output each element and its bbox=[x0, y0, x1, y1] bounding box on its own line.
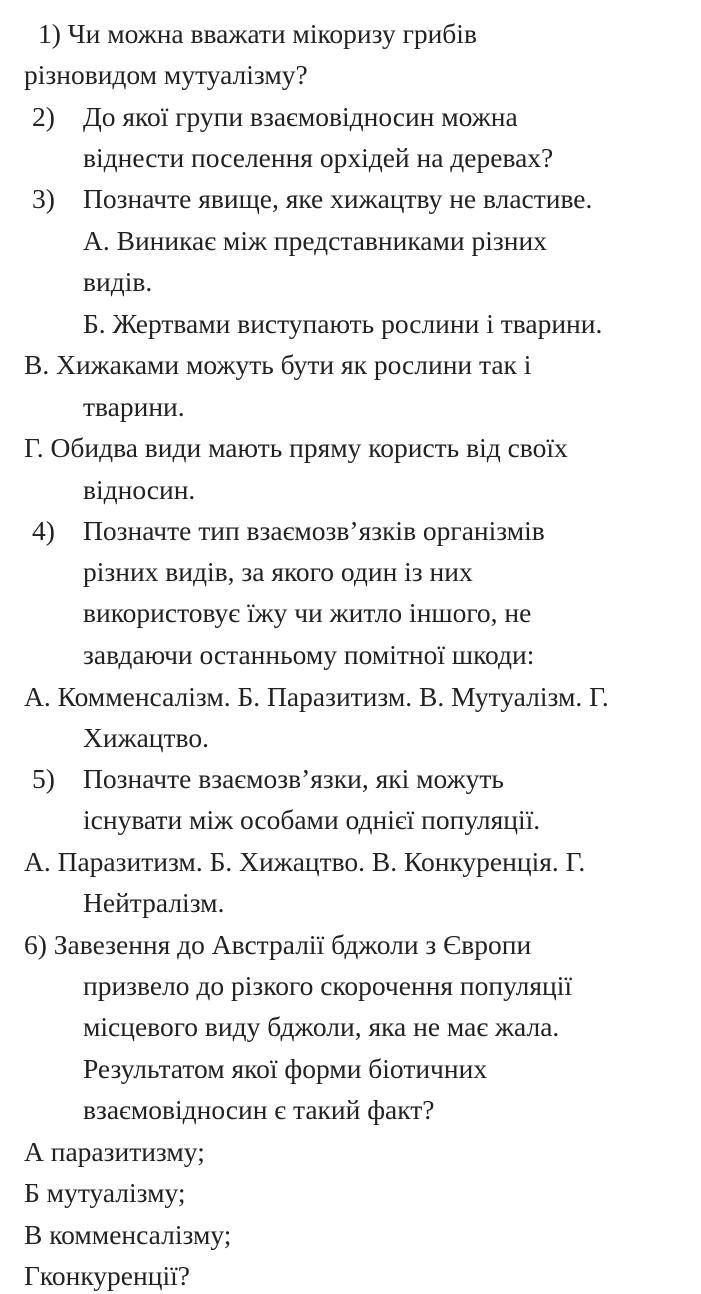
q3-option-v-line-1: В. Хижаками можуть бути як рослини так і bbox=[24, 349, 532, 380]
q6-option-v: В комменсалізму; bbox=[24, 1219, 232, 1250]
q1-line-2: різновидом мутуалізму? bbox=[24, 59, 308, 90]
q4-options-line-2: Хижацтво. bbox=[83, 722, 209, 753]
q6-line-2: призвело до різкого скорочення популяції bbox=[83, 970, 573, 1001]
q4-line-4: завдаючи останньому помітної шкоди: bbox=[83, 639, 535, 670]
q2-line-1: До якої групи взаємовідносин можна bbox=[83, 101, 518, 132]
q3-option-a-line-2: видів. bbox=[83, 266, 153, 297]
q3-option-g-line-1: Г. Обидва види мають пряму користь від своїх bbox=[24, 432, 568, 463]
q4-line-1: Позначте тип взаємозв’язків організмів bbox=[83, 515, 545, 546]
q5-number: 5) bbox=[32, 763, 55, 794]
q3-option-v-line-2: тварини. bbox=[83, 391, 185, 422]
q5-options-line-2: Нейтралізм. bbox=[83, 887, 225, 918]
q6-option-b: Б мутуалізму; bbox=[24, 1177, 186, 1208]
q4-line-2: різних видів, за якого один із них bbox=[83, 556, 473, 587]
q6-line-4: Результатом якої форми біотичних bbox=[83, 1053, 488, 1084]
q6-line-3: місцевого виду бджоли, яка не має жала. bbox=[83, 1011, 560, 1042]
q4-line-3: використовує їжу чи житло іншого, не bbox=[83, 597, 532, 628]
q6-line-1: 6) Завезення до Австралії бджоли з Європи bbox=[24, 929, 532, 960]
q1-line-1: 1) Чи можна вважати мікоризу грибів bbox=[38, 18, 477, 49]
q6-line-5: взаємовідносин є такий факт? bbox=[83, 1094, 435, 1125]
q3-number: 3) bbox=[32, 183, 55, 214]
q6-option-a: А паразитизму; bbox=[24, 1136, 205, 1167]
q2-line-2: віднести поселення орхідей на деревах? bbox=[83, 142, 554, 173]
q3-option-a-line-1: А. Виникає між представниками різних bbox=[83, 225, 547, 256]
q5-line-2: існувати між особами однієї популяції. bbox=[83, 804, 541, 835]
q3-option-b: Б. Жертвами виступають рослини і тварини. bbox=[83, 308, 603, 339]
q2-number: 2) bbox=[32, 101, 55, 132]
q4-number: 4) bbox=[32, 515, 55, 546]
q5-line-1: Позначте взаємозв’язки, які можуть bbox=[83, 763, 504, 794]
q3-line-1: Позначте явище, яке хижацтву не властиве. bbox=[83, 183, 593, 214]
q4-options-line-1: А. Комменсалізм. Б. Паразитизм. В. Мутуалізм. Г. bbox=[24, 681, 609, 712]
q5-options-line-1: А. Паразитизм. Б. Хижацтво. В. Конкуренція. Г. bbox=[24, 846, 586, 877]
q3-option-g-line-2: відносин. bbox=[83, 474, 196, 505]
q6-option-g: Гконкуренції? bbox=[24, 1260, 190, 1291]
